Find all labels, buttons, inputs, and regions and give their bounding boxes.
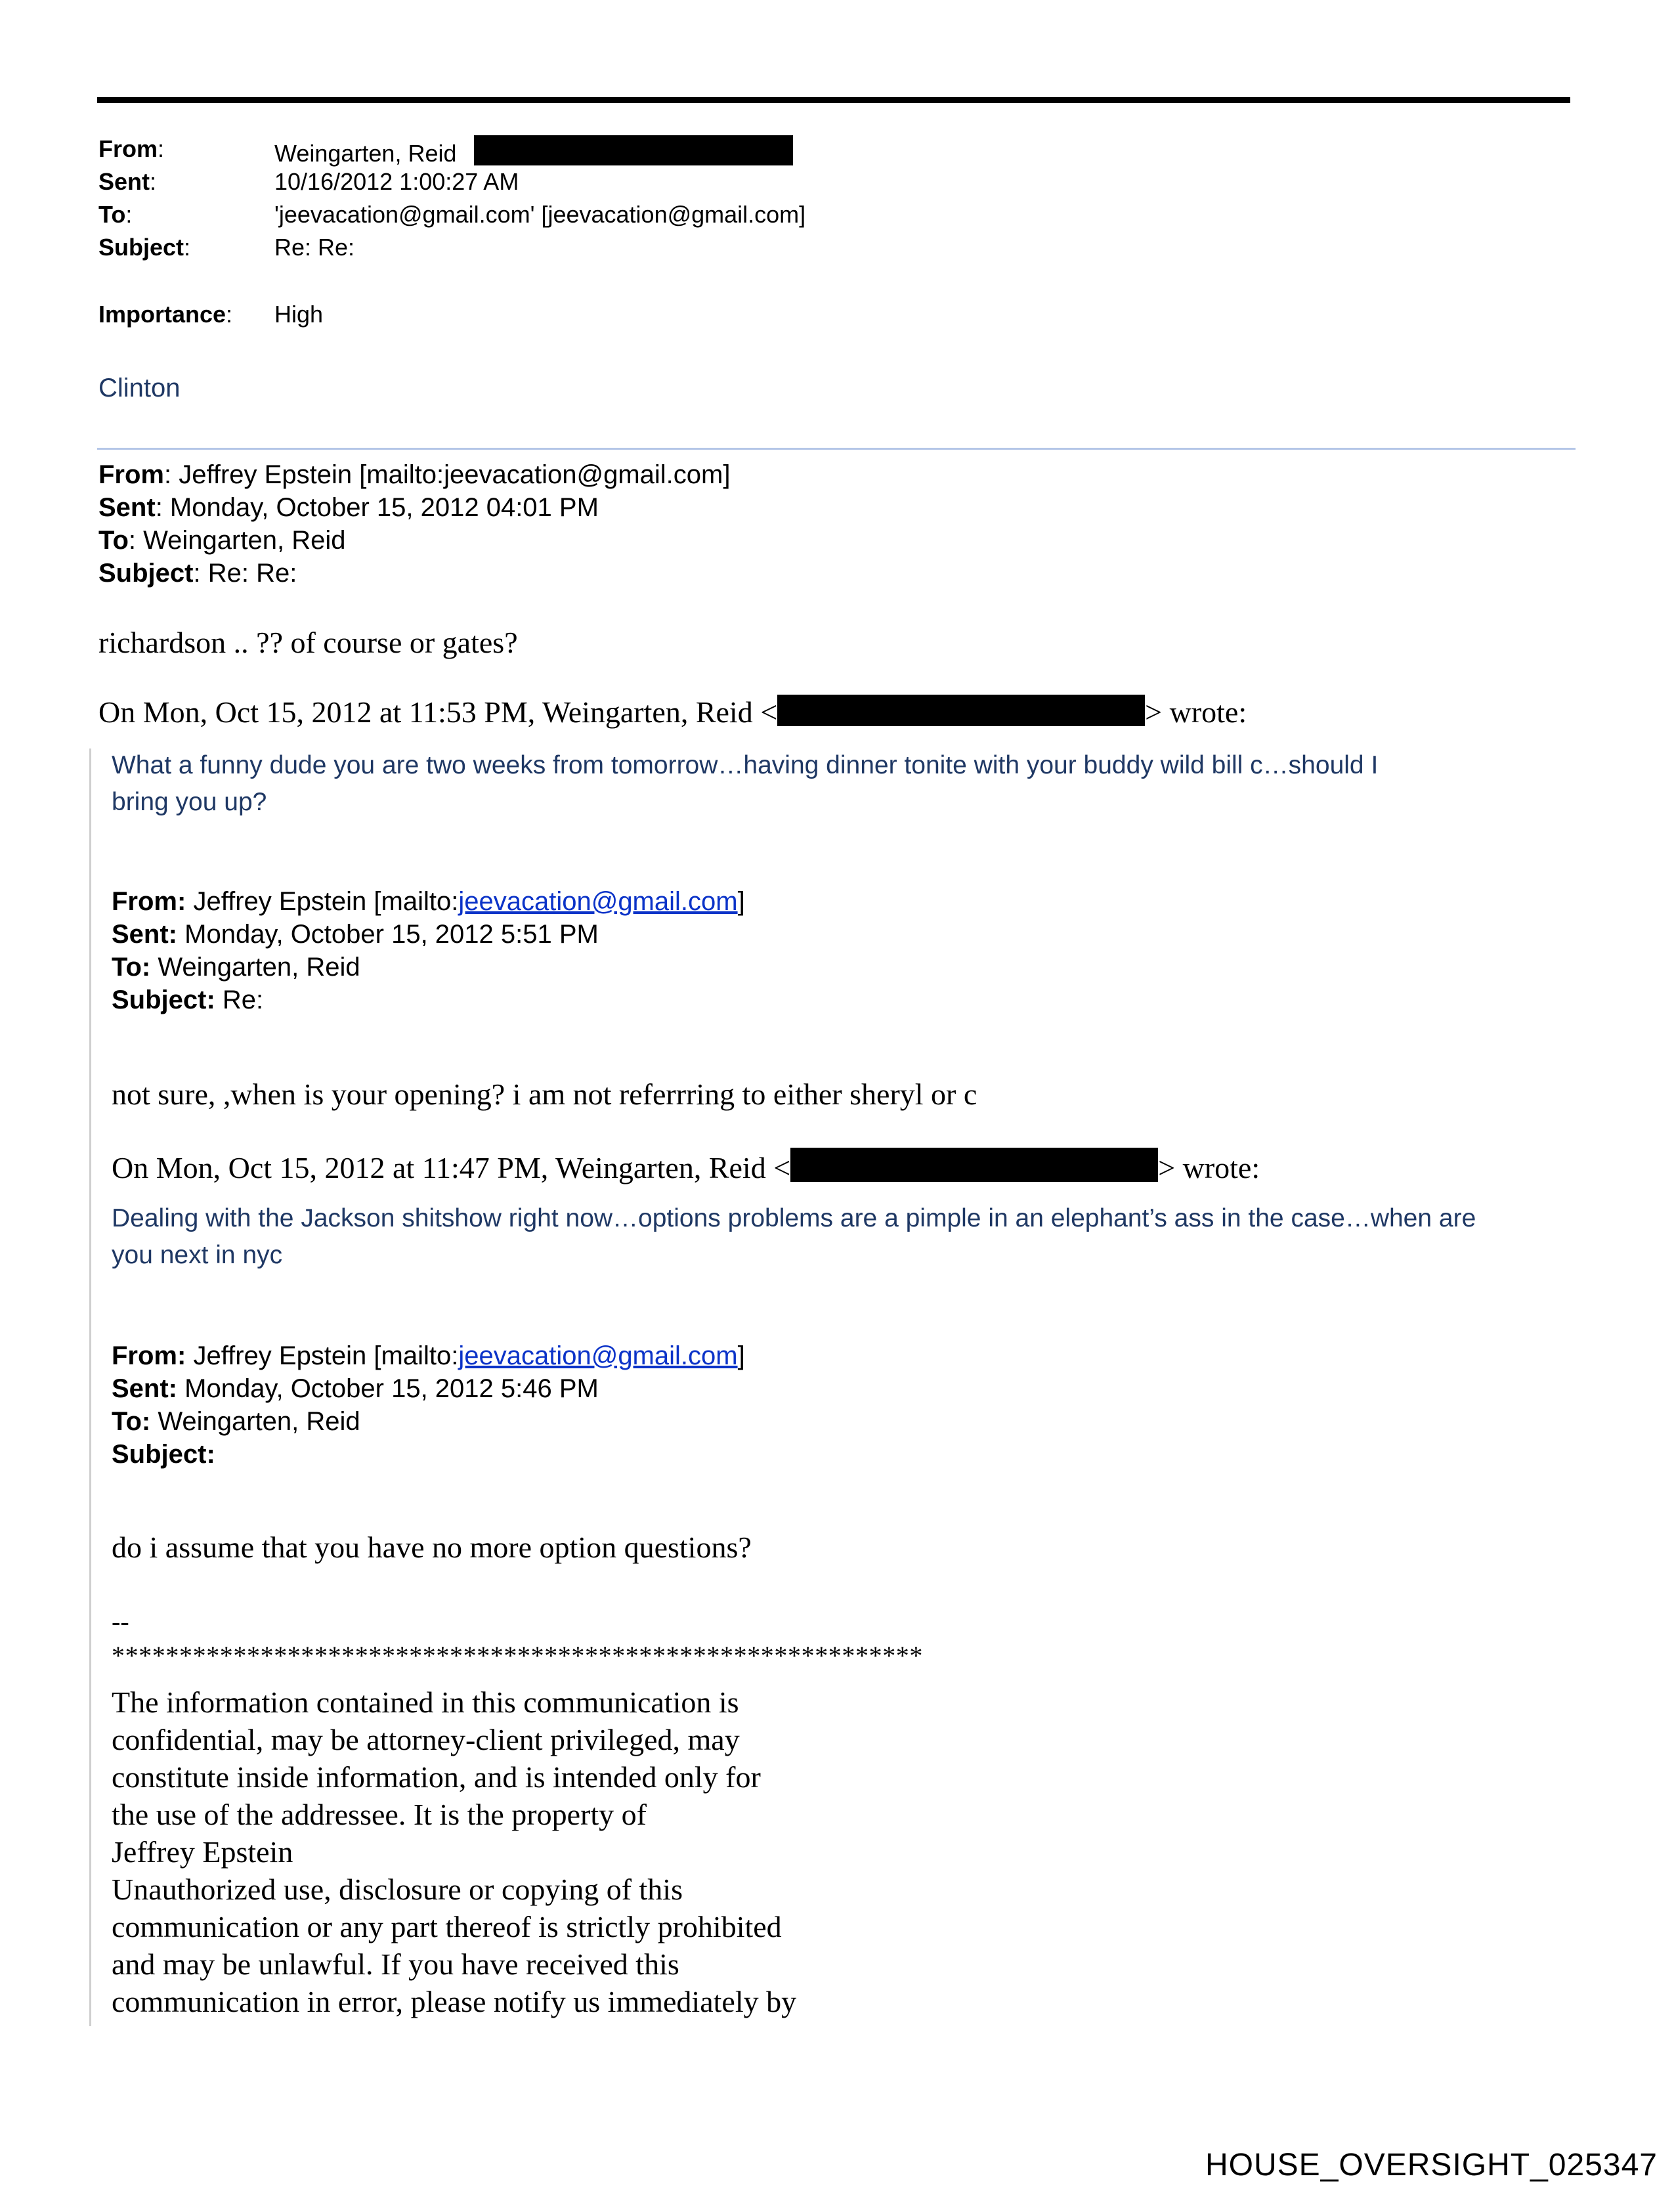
email-link[interactable]: jeevacation@gmail.com	[458, 1341, 738, 1370]
msg3-to: To: Weingarten, Reid	[112, 1407, 360, 1436]
confidentiality-notice: The information contained in this communication is confidential, may be attorney-client privileged, may constitute inside information, and is intended only for the use of the addressee. It is the property of Jeffrey Epstein Unauthorized use, disclosure or copying of this communication or any part thereof is strictly prohibited and may be unlawful. If you have received this communication in error, please notify us immediately by	[112, 1685, 797, 2018]
sent-value: 10/16/2012 1:00:27 AM	[274, 168, 519, 195]
msg3-sent: Sent: Monday, October 15, 2012 5:46 PM	[112, 1374, 599, 1403]
email-link[interactable]: jeevacation@gmail.com	[458, 887, 738, 916]
quote-bar	[89, 748, 91, 2026]
msg2-to: To: Weingarten, Reid	[112, 953, 360, 982]
to-label: To	[98, 201, 126, 228]
msg2-wrote-line: On Mon, Oct 15, 2012 at 11:47 PM, Weingarten, Reid < > wrote:	[112, 1148, 1260, 1185]
msg3-from: From: Jeffrey Epstein [mailto:jeevacation@gmail.com]	[112, 1341, 745, 1370]
msg2-sent: Sent: Monday, October 15, 2012 5:51 PM	[112, 920, 599, 949]
redaction-box	[474, 135, 793, 165]
separator-line	[97, 448, 1576, 450]
bates-number: HOUSE_OVERSIGHT_025347	[1205, 2148, 1658, 2182]
from-label: From	[98, 135, 158, 162]
msg1-wrote-line: On Mon, Oct 15, 2012 at 11:53 PM, Weingarten, Reid < > wrote:	[98, 695, 1247, 729]
body-line: Clinton	[98, 374, 181, 402]
msg1-from: From: Jeffrey Epstein [mailto:jeevacation@gmail.com]	[98, 460, 731, 489]
msg3-subject: Subject:	[112, 1440, 215, 1469]
header-from-row: From: Weingarten, Reid	[98, 135, 1543, 168]
msg1-body: richardson .. ?? of course or gates?	[98, 626, 518, 659]
msg1-sent: Sent: Monday, October 15, 2012 04:01 PM	[98, 493, 599, 522]
signature-dashes: --	[112, 1607, 129, 1636]
importance-value: High	[274, 301, 324, 328]
header-sent-row: Sent: 10/16/2012 1:00:27 AM	[98, 168, 519, 195]
msg2-from: From: Jeffrey Epstein [mailto:jeevacation@gmail.com]	[112, 887, 745, 916]
msg1-to: To: Weingarten, Reid	[98, 526, 346, 555]
reply1-text: What a funny dude you are two weeks from tomorrow…having dinner tonite with your buddy wild bill c…should I bring you up?	[112, 751, 1379, 816]
msg2-subject: Subject: Re:	[112, 986, 264, 1014]
msg3-body: do i assume that you have no more option questions?	[112, 1530, 752, 1564]
header-subject-row: Subject: Re: Re:	[98, 234, 355, 261]
header-to-row: To: 'jeevacation@gmail.com' [jeevacation@gmail.com]	[98, 201, 806, 228]
header-importance-row: Importance: High	[98, 301, 324, 328]
from-value: Weingarten, Reid	[274, 140, 457, 167]
importance-label: Importance	[98, 301, 226, 328]
subject-value: Re: Re:	[274, 234, 355, 261]
reply2-text: Dealing with the Jackson shitshow right now…options problems are a pimple in an elephant’s ass in the case…when are you next in nyc	[112, 1204, 1476, 1269]
msg1-subject: Subject: Re: Re:	[98, 559, 297, 588]
to-value: 'jeevacation@gmail.com' [jeevacation@gmail.com]	[274, 201, 806, 228]
sent-label: Sent	[98, 168, 150, 195]
redaction-box	[777, 695, 1145, 726]
msg2-body: not sure, ,when is your opening? i am not referrring to either sheryl or c	[112, 1077, 977, 1111]
subject-label: Subject	[98, 234, 184, 261]
top-rule	[97, 97, 1570, 103]
signature-stars: ************************************************************	[112, 1641, 923, 1670]
redaction-box	[790, 1148, 1158, 1182]
